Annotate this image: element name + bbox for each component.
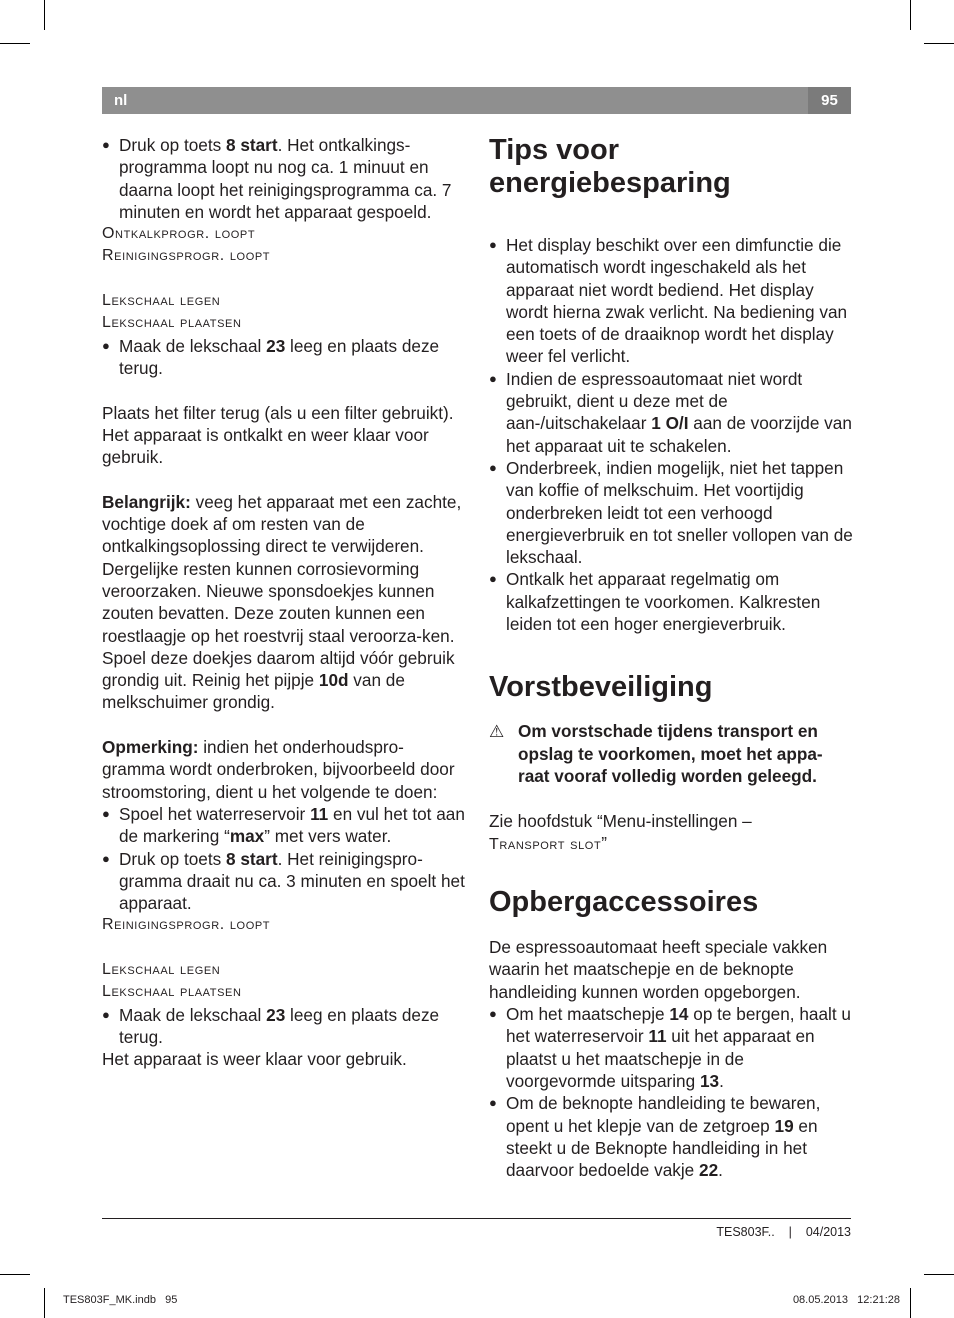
warning-icon: ⚠ <box>489 721 505 742</box>
crop-mark <box>924 1274 954 1275</box>
list-item: ● Maak de lekschaal 23 leeg en plaats deze terug. <box>102 1004 466 1049</box>
crop-mark <box>44 0 45 30</box>
list-item: ● Om de beknopte handleiding te bewaren, opent u het klepje van de zetgroep 19 en steekt u de Beknopte handleiding in het daarvoor bedoelde vakje 22. <box>489 1092 853 1181</box>
footer-text <box>716 1225 851 1239</box>
display-message: Reinigingsprogr. loopt <box>102 916 271 934</box>
section-heading: Opbergaccessoires <box>489 886 759 919</box>
model-number: TES803F.. <box>716 1225 775 1239</box>
display-message: Lekschaal plaatsen <box>102 314 242 332</box>
important-note: Belangrijk: veeg het apparaat met een zachte, vochtige doek af om resten van de ontkalkingsoplossing direct te verwijderen. Dergelijke resten kunnen corrosievorming veroorzaken. Nieuwe sponsdoekjes kunnen zouten bevatten. Deze zouten kunnen een roestlaagje op het roestvrij staal veroorza-ken. Spoel deze doekjes daarom altijd vóór gebruik grondig uit. Reinig het pijpje 10d van de melkschuimer grondig. <box>102 491 462 713</box>
crop-mark <box>0 1274 30 1275</box>
header-bar <box>102 87 851 114</box>
display-message: Lekschaal legen <box>102 960 221 978</box>
right-column <box>489 134 853 1181</box>
warning-note: ⚠ Om vorstschade tijdens transport en opslag te voorkomen, moet het appa-raat vooraf volledig worden geleegd. <box>489 721 823 786</box>
separator: | <box>788 1225 792 1239</box>
language-code: nl <box>114 92 128 109</box>
list-item: ● Druk op toets 8 start. Het ontkalkings-programma loopt nu nog ca. 1 minuut en daarna loopt het reinigingsprogramma ca. 7 minuten en wordt het apparaat gespoeld. <box>102 134 466 223</box>
list-item: ● Maak de lekschaal 23 leeg en plaats deze terug. <box>102 335 466 380</box>
crop-mark <box>924 43 954 44</box>
page-number: 95 <box>808 87 851 114</box>
paragraph: Plaats het filter terug (als u een filter gebruikt). Het apparaat is ontkalkt en weer klaar voor gebruik. <box>102 402 454 468</box>
footer-rule <box>102 1218 851 1219</box>
paragraph: Het apparaat is weer klaar voor gebruik. <box>102 1049 407 1070</box>
section-heading: Tips voor energiebesparing <box>489 134 731 199</box>
crop-mark <box>910 0 911 30</box>
remark-note: Opmerking: indien het onderhoudspro-gramma wordt onderbroken, bijvoorbeeld door stroomstoring, dient u het volgende te doen: <box>102 737 455 802</box>
left-column <box>102 134 466 1070</box>
crop-mark <box>910 1288 911 1318</box>
display-message: Reinigingsprogr. loopt <box>102 247 271 265</box>
list-item: ● Ontkalk het apparaat regelmatig om kalkafzettingen te voorkomen. Kalkresten leiden tot een hoger energieverbruik. <box>489 568 853 635</box>
crop-mark <box>44 1288 45 1318</box>
print-slug-right: 08.05.2013 12:21:28 <box>792 1294 900 1306</box>
print-slug-left: TES803F_MK.indb 95 <box>63 1294 178 1306</box>
paragraph: Transport slot” <box>489 832 608 853</box>
display-message: Ontkalkprogr. loopt <box>102 225 256 243</box>
section-heading: Vorstbeveiliging <box>489 671 713 704</box>
list-item: ● Spoel het waterreservoir 11 en vul het tot aan de markering “max” met vers water. <box>102 803 466 848</box>
crop-mark <box>0 43 30 44</box>
footer-date: 04/2013 <box>805 1225 851 1239</box>
list-item: ● Druk op toets 8 start. Het reinigingspro-gramma draait nu ca. 3 minuten en spoelt het apparaat. <box>102 848 466 915</box>
paragraph: Zie hoofdstuk “Menu-instellingen – <box>489 810 752 831</box>
list-item: ● Onderbreek, indien mogelijk, niet het tappen van koffie of melkschuim. Het voortijdig onderbreken leidt tot een verhoogd energieverbruik en tot sneller vollopen van de lekschaal. <box>489 457 853 568</box>
list-item: ● Indien de espressoautomaat niet wordt gebruikt, dient u deze met de aan-/uitschakelaar 1 O/I aan de voorzijde van het apparaat uit te schakelen. <box>489 368 853 457</box>
display-message: Lekschaal plaatsen <box>102 983 242 1001</box>
list-item: ● Het display beschikt over een dimfunctie die automatisch wordt ingeschakeld als het apparaat niet wordt bediend. Het display wordt hierna zwak verlicht. Na bediening van een toets of de draaiknop wordt het display weer fel verlicht. <box>489 234 853 368</box>
display-message: Lekschaal legen <box>102 292 221 310</box>
paragraph: De espressoautomaat heeft speciale vakken waarin het maatschepje en de beknopte handleiding kunnen worden opgeborgen. <box>489 937 828 1002</box>
list-item: ● Om het maatschepje 14 op te bergen, haalt u het waterreservoir 11 uit het apparaat en plaatst u het maatschepje in de voorgevormde uitsparing 13. <box>489 1003 853 1092</box>
